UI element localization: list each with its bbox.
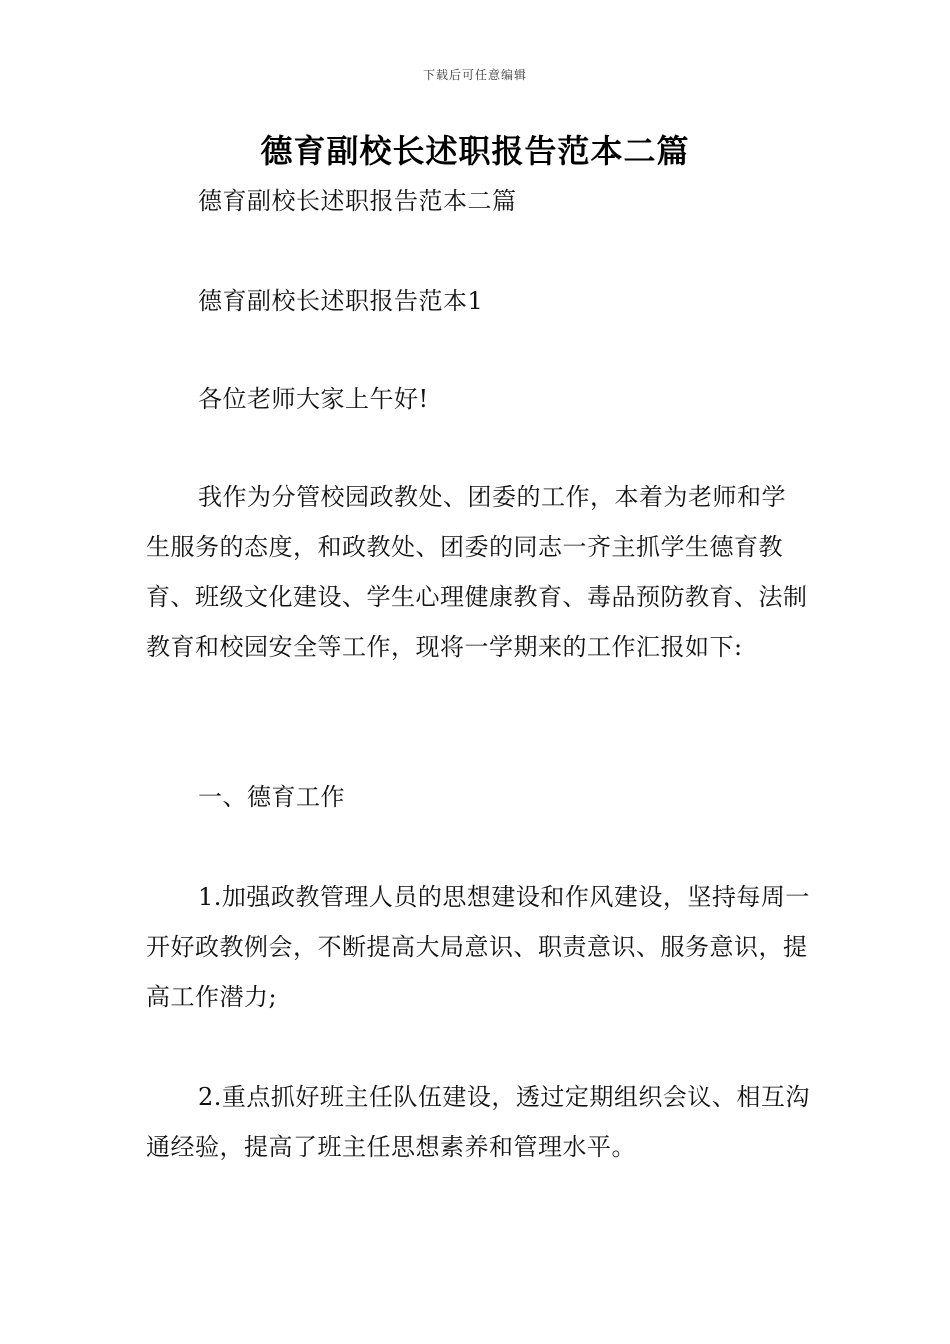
item-2-paragraph: 2.重点抓好班主任队伍建设，透过定期组织会议、相互沟通经验，提高了班主任思想素养和管理水平。 — [146, 1083, 810, 1161]
document-title: 德育副校长述职报告范本二篇 — [260, 132, 690, 170]
item-1-paragraph: 1.加强政教管理人员的思想建设和作风建设，坚持每周一开好政教例会，不断提高大局意识、职责意识、服务意识，提高工作潜力; — [146, 883, 810, 1011]
greeting-paragraph: 各位老师大家上午好! — [198, 385, 429, 413]
section-heading-paragraph: 德育副校长述职报告范本1 — [198, 287, 484, 315]
subtitle-paragraph: 德育副校长述职报告范本二篇 — [198, 187, 517, 215]
header-note: 下载后可任意编辑 — [422, 68, 527, 82]
intro-paragraph: 我作为分管校园政教处、团委的工作，本着为老师和学生服务的态度，和政教处、团委的同志一齐主抓学生德育教育、班级文化建设、学生心理健康教育、毒品预防教育、法制教育和校园安全等工作，现将一学期来的工作汇报如下: — [146, 483, 808, 661]
moral-work-heading: 一、德育工作 — [198, 783, 345, 811]
